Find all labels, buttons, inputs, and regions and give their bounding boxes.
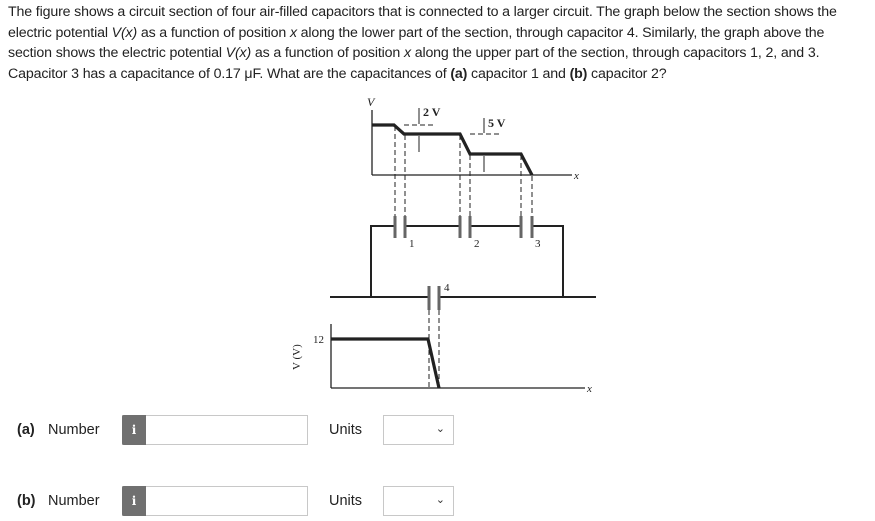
number-label-a: Number: [48, 422, 100, 438]
upper-y-axis-label: V: [367, 95, 375, 109]
upper-x-axis-label: x: [574, 170, 579, 182]
capacitor-3-label: 3: [535, 238, 541, 250]
capacitor-4-label: 4: [444, 282, 450, 294]
units-select-b[interactable]: [383, 486, 454, 516]
drop-label-2v: 2 V: [423, 105, 441, 119]
info-icon[interactable]: i: [122, 415, 146, 445]
units-select-a[interactable]: [383, 415, 454, 445]
circuit-diagram: [330, 216, 596, 310]
upper-potential-graph: [372, 108, 572, 222]
number-input-b[interactable]: [122, 486, 308, 516]
lower-y-axis-label: V (V): [291, 344, 303, 370]
units-label-b: Units: [329, 493, 363, 509]
chevron-down-icon: ⌄: [435, 494, 445, 506]
lower-x-axis-label: x: [587, 383, 592, 395]
part-a-label: (a): [17, 422, 35, 438]
part-b-label: (b): [17, 493, 36, 509]
info-icon[interactable]: i: [122, 486, 146, 516]
drop-label-5v: 5 V: [488, 116, 506, 130]
capacitor-2-label: 2: [474, 238, 480, 250]
chevron-down-icon: ⌄: [435, 423, 445, 435]
lower-potential-graph: [331, 310, 585, 388]
number-input-a[interactable]: [122, 415, 308, 445]
capacitor-1-label: 1: [409, 238, 415, 250]
number-label-b: Number: [48, 493, 100, 509]
units-label-a: Units: [329, 422, 363, 438]
lower-tick-12: 12: [313, 334, 324, 346]
question-text: The figure shows a circuit section of four air-filled capacitors that is connected to a larger circuit. The graph below the section shows the electric potential V(x) as a function of position x along the lower part of the section, through capacitor 4. Similarly, the graph above the section shows the electric potential V(x) as a function of position x along the upper part of the section, through capacitors 1, 2, and 3. Capacitor 3 has a capacitance of 0.17 μF. What are the capacitances of (a) capacitor 1 and (b) capacitor 2?: [8, 4, 837, 82]
